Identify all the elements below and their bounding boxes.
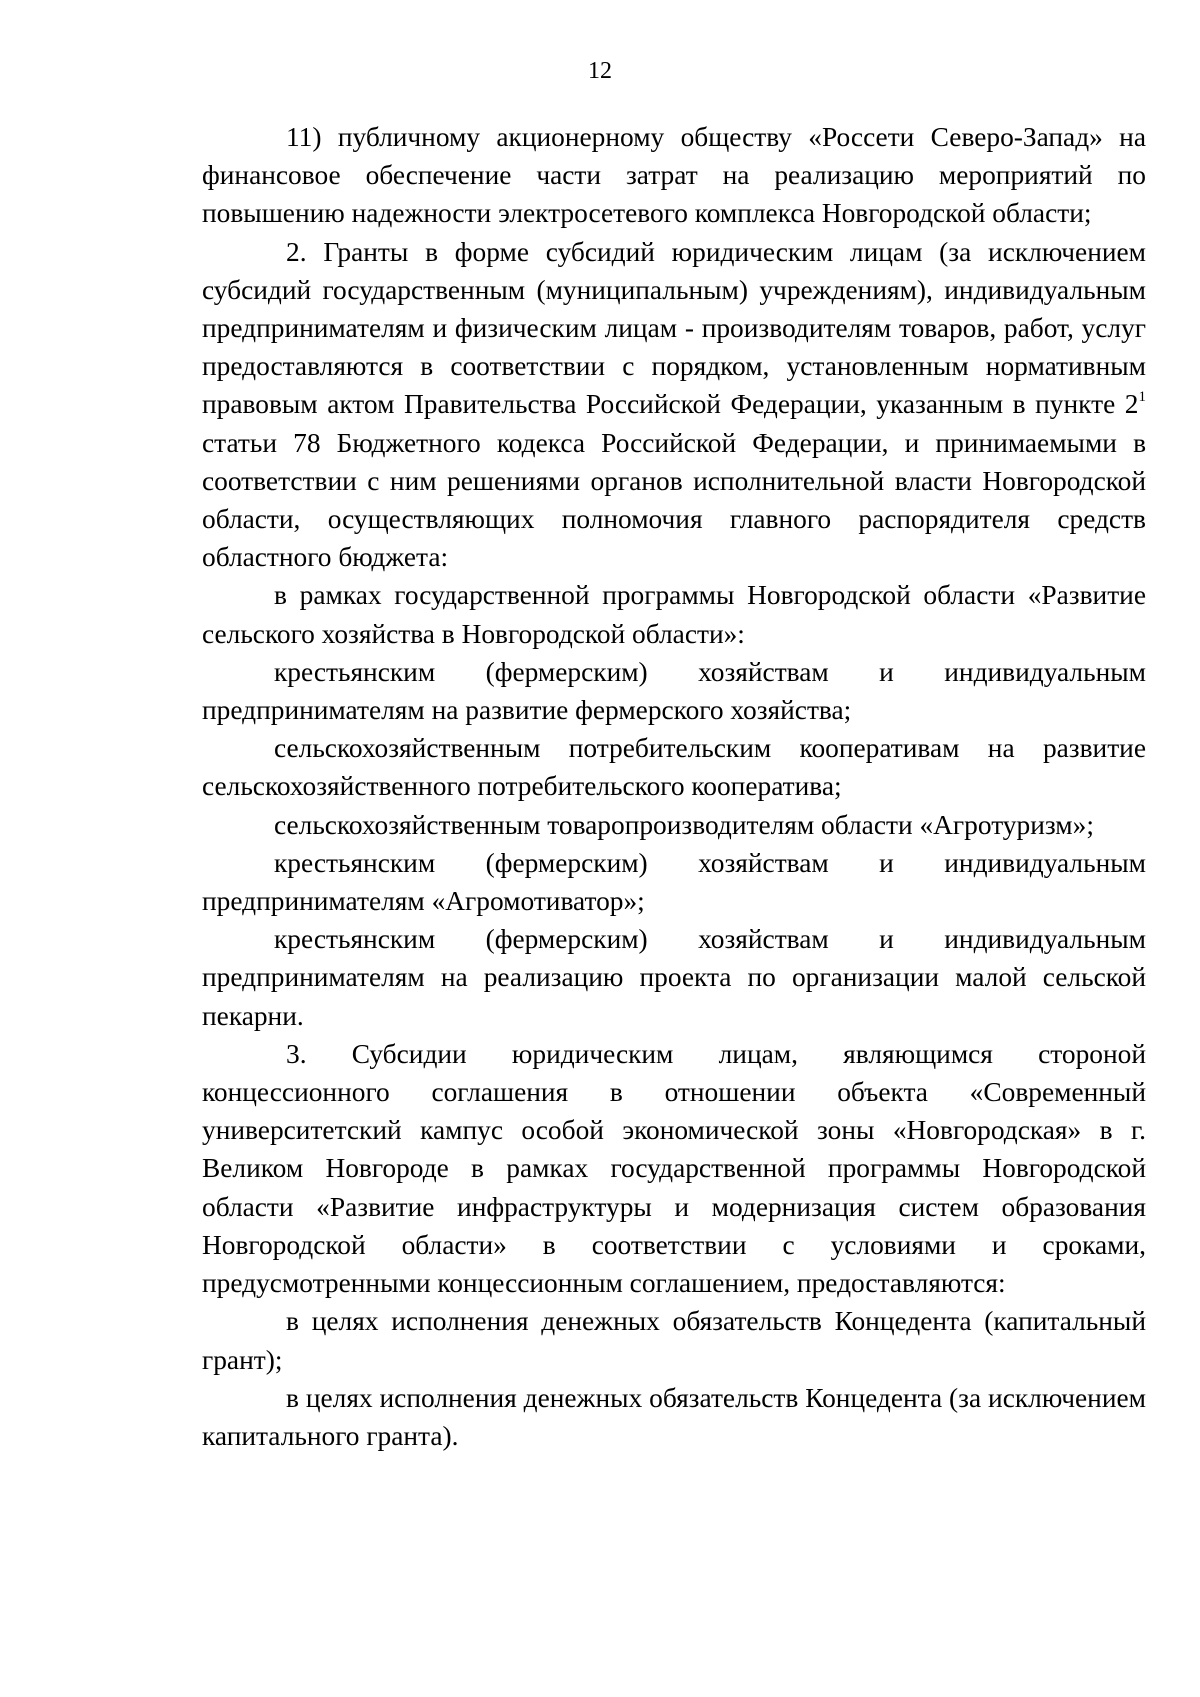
paragraph-bakery: крестьянским (фермерским) хозяйствам и индивидуальным предпринимателям на реализацию проекта по организации малой сельской пекарни. — [202, 924, 1146, 1031]
paragraph-cooperatives: сельскохозяйственным потребительским кооперативам на развитие сельскохозяйственного потребительского кооператива; — [202, 733, 1146, 802]
paragraph-item-11-rosseti: 11) публичному акционерному обществу «Россети Северо-Запад» на финансовое обеспечение части затрат на реализацию мероприятий по повышению надежности электросетевого комплекса Новгородской области; — [202, 122, 1146, 229]
paragraph-farm-development: крестьянским (фермерским) хозяйствам и индивидуальным предпринимателям на развитие фермерского хозяйства; — [202, 656, 1146, 726]
paragraph-agrotourism: сельскохозяйственным товаропроизводителям области «Агротуризм»; — [274, 809, 1094, 840]
paragraph-capital-grant: в целях исполнения денежных обязательств Концедента (капитальный грант); — [202, 1306, 1146, 1375]
grants-text-end: статьи 78 Бюджетного кодекса Российской Федерации, и принимаемыми в соответствии с ним решениями органов исполнительной власти Новгородской области, осуществляющих полномочия главного распорядителя средств областного бюджета: — [202, 427, 1146, 573]
paragraph-section-3-subsidies: 3. Субсидии юридическим лицам, являющимся стороной концессионного соглашения в отношении объекта «Современный университетский кампус особой экономической зоны «Новгородская» в г. Великом Новгороде в рамках государственной программы Новгородской области «Развитие инфраструктуры и модернизация систем образования Новгородской области» в соответствии с условиями и сроками, предусмотренными концессионным соглашением, предоставляются: — [202, 1038, 1146, 1299]
page-number: 12 — [588, 58, 612, 84]
paragraph-non-capital-grant: в целях исполнения денежных обязательств Концедента (за исключением капитального гранта). — [202, 1382, 1146, 1451]
superscript-one: 1 — [1138, 389, 1146, 406]
document-body — [202, 118, 1146, 1455]
paragraph-agriculture-program: в рамках государственной программы Новгородской области «Развитие сельского хозяйства в Новгородской области»: — [202, 580, 1146, 649]
grants-text-start: 2. Гранты в форме субсидий юридическим лицам (за исключением субсидий государственным (муниципальным) учреждениям), индивидуальным предпринимателям и физическим лицам - производителям товаров, работ, услуг предоставляются в соответствии с порядком, установленным нормативным правовым актом Правительства Российской Федерации, указанным в пункте 2 — [202, 236, 1146, 420]
paragraph-agromotivator: крестьянским (фермерским) хозяйствам и индивидуальным предпринимателям «Агромотиватор»; — [202, 847, 1146, 917]
paragraph-section-2-grants — [202, 233, 1146, 577]
